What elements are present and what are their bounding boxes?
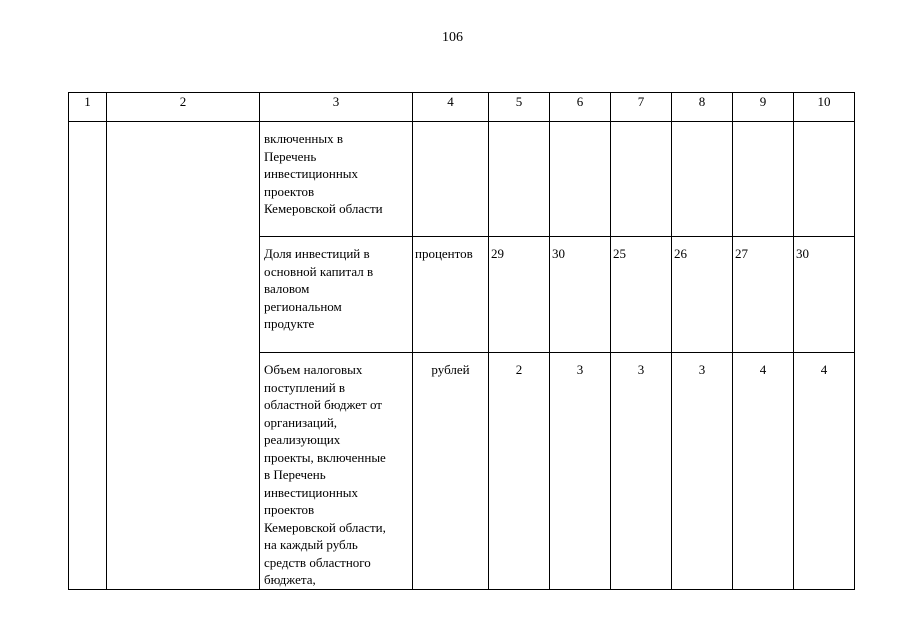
value-cell: 4 (794, 353, 855, 590)
value-cell: 27 (733, 237, 794, 353)
column-header: 6 (550, 93, 611, 122)
value-cell: 2 (489, 353, 550, 590)
value-cell (794, 122, 855, 237)
indicator-cell: Доля инвестиций в основной капитал в валовом региональном продукте (260, 237, 413, 353)
value-cell: 3 (550, 353, 611, 590)
value-cell: 25 (611, 237, 672, 353)
value-cell: 29 (489, 237, 550, 353)
value-cell (672, 122, 733, 237)
column-header: 1 (69, 93, 107, 122)
value-cell: 4 (733, 353, 794, 590)
row-number-cell (69, 122, 107, 590)
indicator-cell: включенных в Перечень инвестиционных проектов Кемеровской области (260, 122, 413, 237)
column-header: 9 (733, 93, 794, 122)
unit-cell: процентов (413, 237, 489, 353)
program-name-cell (107, 122, 260, 590)
value-cell: 3 (672, 353, 733, 590)
value-cell (611, 122, 672, 237)
unit-cell: рублей (413, 353, 489, 590)
value-cell: 30 (550, 237, 611, 353)
column-header: 10 (794, 93, 855, 122)
column-header: 3 (260, 93, 413, 122)
indicators-table (68, 92, 855, 590)
value-cell (733, 122, 794, 237)
indicator-cell: Объем налоговых поступлений в областной бюджет от организаций, реализующих проекты, включенные в Перечень инвестиционных проектов Кемеровской области, на каждый рубль средств областного бюджета, (260, 353, 413, 590)
unit-cell (413, 122, 489, 237)
value-cell: 30 (794, 237, 855, 353)
table-row (69, 122, 855, 237)
value-cell: 26 (672, 237, 733, 353)
value-cell (550, 122, 611, 237)
column-header: 4 (413, 93, 489, 122)
page-number: 106 (442, 30, 463, 45)
value-cell: 3 (611, 353, 672, 590)
column-header: 7 (611, 93, 672, 122)
column-header: 8 (672, 93, 733, 122)
column-header: 2 (107, 93, 260, 122)
column-header: 5 (489, 93, 550, 122)
table-header-row (69, 93, 855, 122)
value-cell (489, 122, 550, 237)
